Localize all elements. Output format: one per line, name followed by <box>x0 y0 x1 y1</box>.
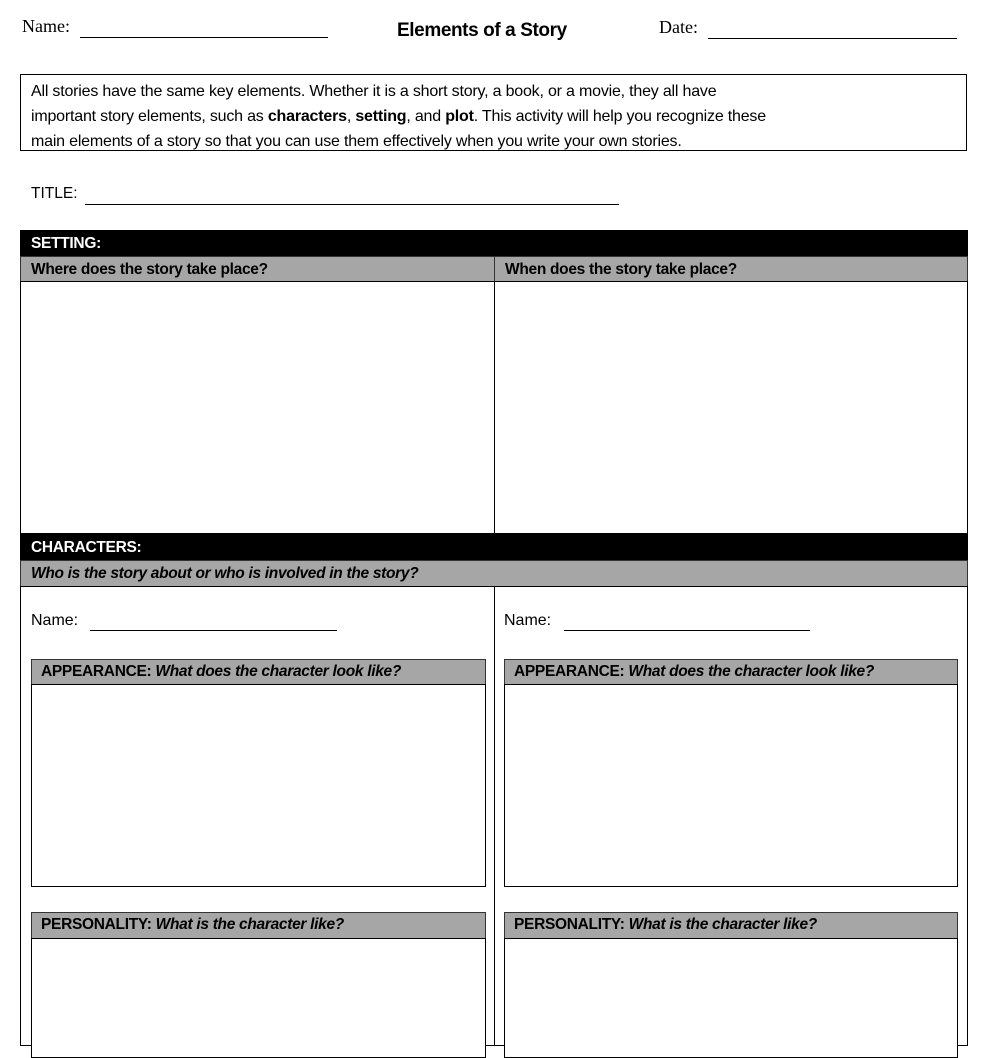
date-label: Date: <box>659 17 698 37</box>
intro-line-1: All stories have the same key elements. Whether it is a short story, a book, or a movie, they all have <box>31 83 717 100</box>
characters-question: Who is the story about or who is involved in the story? <box>20 560 968 587</box>
character-2-name-field[interactable] <box>564 630 810 631</box>
character-2-personality-answer[interactable] <box>504 938 958 1058</box>
character-1-appearance-answer[interactable] <box>31 684 486 887</box>
setting-when-answer[interactable] <box>494 281 968 534</box>
page-title: Elements of a Story <box>397 20 567 41</box>
character-2-appearance-header: APPEARANCE: What does the character look like? <box>504 659 958 685</box>
title-label: TITLE: <box>31 185 78 202</box>
character-2-name-label: Name: <box>504 612 552 629</box>
name-label: Name: <box>22 16 70 36</box>
title-field[interactable] <box>85 204 619 205</box>
character-1-personality-header: PERSONALITY: What is the character like? <box>31 912 486 939</box>
setting-heading: SETTING: <box>20 230 968 256</box>
intro-box <box>20 74 967 151</box>
setting-when-header: When does the story take place? <box>494 256 968 282</box>
setting-where-header: Where does the story take place? <box>20 256 495 282</box>
intro-line-2: important story elements, such as characters, setting, and plot. This activity will help you recognize these <box>31 108 766 125</box>
characters-heading: CHARACTERS: <box>20 533 968 560</box>
character-2-appearance-answer[interactable] <box>504 684 958 887</box>
name-field[interactable] <box>80 37 328 38</box>
character-1-appearance-header: APPEARANCE: What does the character look like? <box>31 659 486 685</box>
character-1-name-field[interactable] <box>90 630 337 631</box>
character-2-personality-header: PERSONALITY: What is the character like? <box>504 912 958 939</box>
date-field[interactable] <box>708 38 957 39</box>
intro-line-3: main elements of a story so that you can use them effectively when you write your own stories. <box>31 133 682 150</box>
character-1-name-label: Name: <box>31 612 79 629</box>
setting-where-answer[interactable] <box>20 281 495 534</box>
character-1-personality-answer[interactable] <box>31 938 486 1058</box>
